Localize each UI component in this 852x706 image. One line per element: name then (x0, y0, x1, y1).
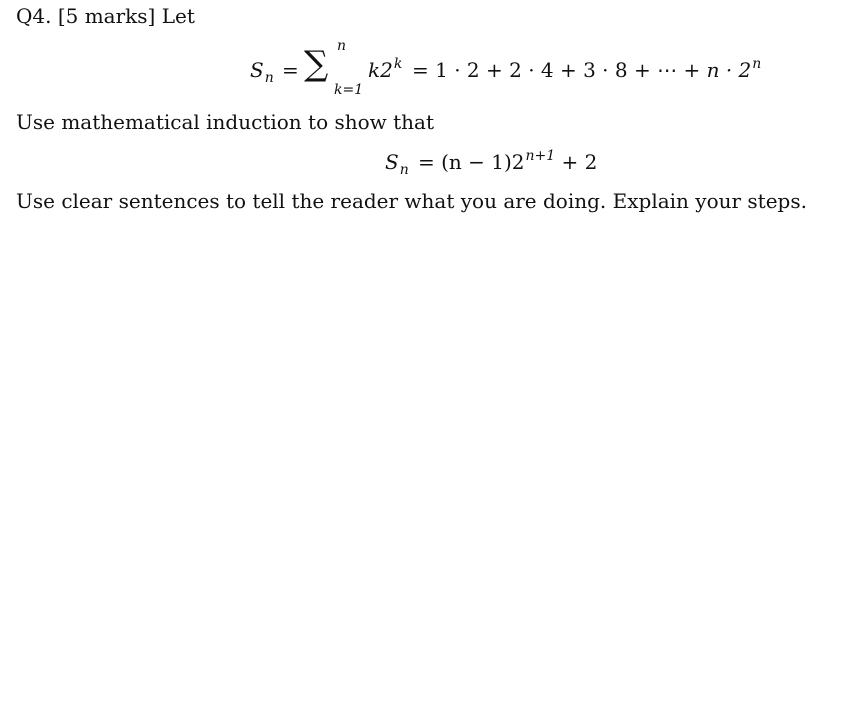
instruction-explain: Use clear sentences to tell the reader what you are doing. Explain your steps. (16, 189, 807, 213)
closed-rhs-suffix: + 2 (555, 150, 598, 174)
sum-expansion (412, 58, 761, 82)
sigma-upper-limit: n (337, 38, 347, 54)
closed-lhs-subscript: n (399, 162, 409, 178)
sum-term-exponent: k (393, 56, 403, 72)
closed-lhs (385, 150, 409, 178)
closed-lhs-symbol: S (385, 150, 399, 174)
sigma-lower-limit: k=1 (334, 82, 364, 98)
sum-expansion-prefix: = 1 · 2 + 2 · 4 + 3 · 8 + ⋯ + (412, 58, 707, 82)
sum-lhs-subscript: n (264, 70, 274, 86)
question-heading: Q4. [5 marks] Let (16, 4, 195, 28)
instruction-induction: Use mathematical induction to show that (16, 110, 435, 134)
closed-rhs-prefix: = (n − 1)2 (418, 150, 525, 174)
sum-lhs-symbol: S (250, 58, 264, 82)
sum-term-base: k2 (368, 58, 393, 82)
sum-lhs (250, 58, 274, 86)
closed-rhs (418, 150, 597, 174)
sum-expansion-last-base: n · 2 (706, 58, 752, 82)
sigma-symbol: ∑ (304, 44, 329, 84)
sum-expansion-last-exponent: n (752, 56, 762, 72)
sum-equals: = (282, 58, 299, 82)
sum-term (368, 58, 402, 82)
closed-rhs-exponent: n+1 (525, 148, 556, 164)
